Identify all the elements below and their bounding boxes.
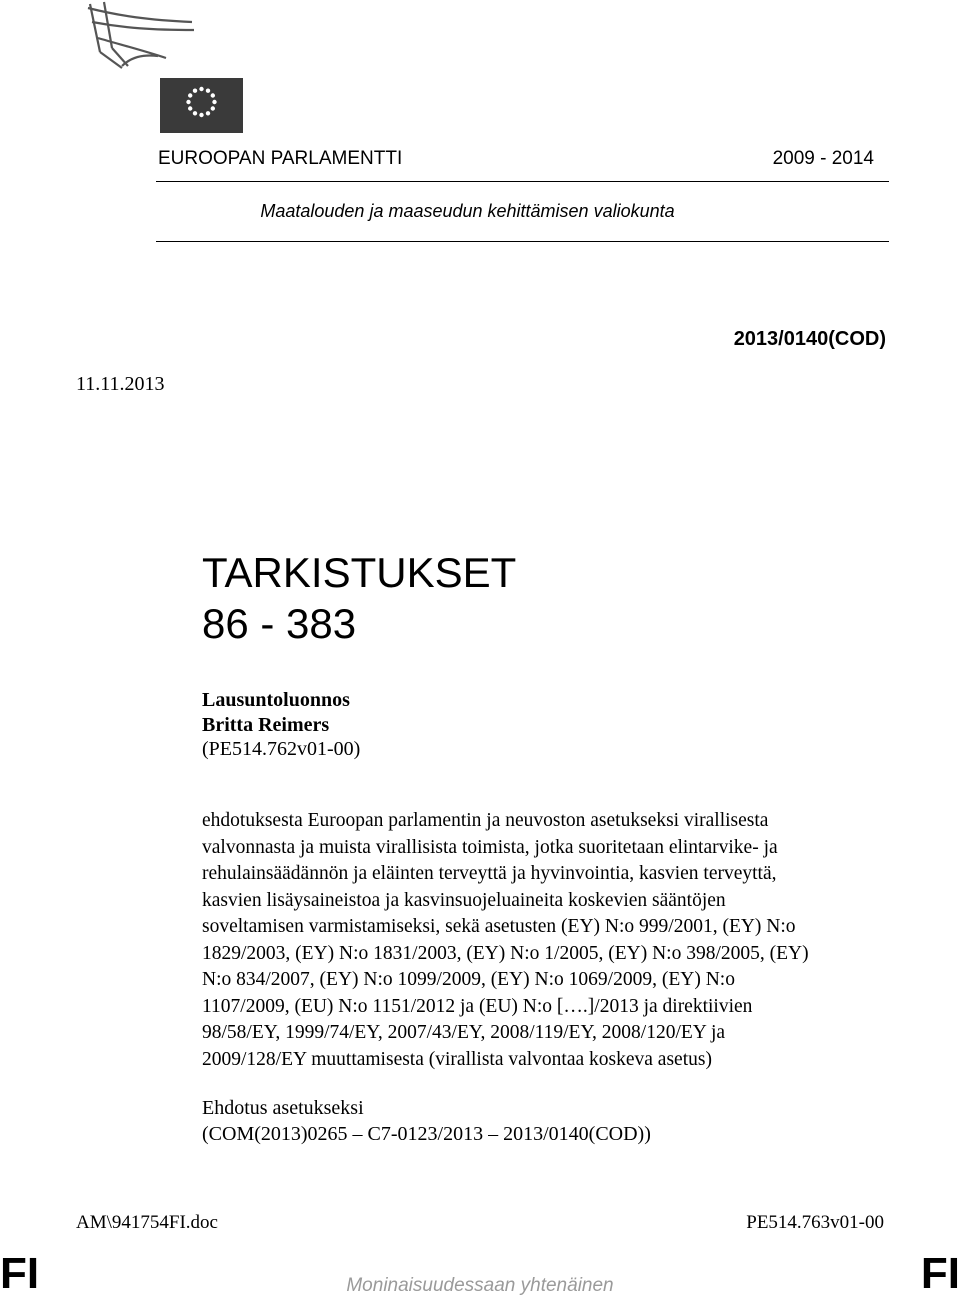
hemicycle-lines-icon: [88, 2, 194, 68]
eu-motto: Moninaisuudessaan yhtenäinen: [346, 1275, 614, 1296]
proposal-label: Ehdotus asetukseksi: [202, 1097, 364, 1119]
language-code-right: FI: [920, 1249, 960, 1298]
eu-flag-icon: [160, 78, 243, 133]
proposal-line: kasvien lisäysaineistoa ja kasvinsuojeluaineita koskevien sääntöjen: [202, 889, 726, 911]
document-file-name: AM\941754FI.doc: [76, 1212, 218, 1233]
committee-name: Maatalouden ja maaseudun kehittämisen valiokunta: [260, 201, 675, 221]
proposal-line: rehulainsäädännön ja eläinten terveyttä ja hyvinvointia, kasvien terveyttä,: [202, 863, 777, 884]
proposal-line: 98/58/EY, 1999/74/EY, 2007/43/EY, 2008/119/EY, 2008/120/EY ja: [202, 1022, 726, 1043]
draft-opinion-label: Lausuntoluonnos: [202, 689, 350, 711]
proposal-reference: (COM(2013)0265 – C7-0123/2013 – 2013/0140(COD)): [202, 1123, 651, 1145]
parliamentary-term: 2009 - 2014: [772, 148, 874, 169]
header-divider-bottom: [156, 241, 889, 242]
header-divider-top: [156, 181, 889, 182]
proposal-line: 2009/128/EY muuttamisesta (virallista valvontaa koskeva asetus): [202, 1048, 712, 1070]
language-code-left: FI: [0, 1249, 40, 1298]
proposal-line: soveltamisen varmistamiseksi, sekä asetusten (EY) N:o 999/2001, (EY) N:o: [202, 916, 796, 937]
proposal-line: 1107/2009, (EU) N:o 1151/2012 ja (EU) N:o [….]/2013 ja direktiivien: [202, 995, 753, 1017]
amendment-range: 86 - 383: [202, 600, 357, 647]
draft-reference: (PE514.762v01-00): [202, 738, 361, 760]
document-title: TARKISTUKSET: [202, 549, 517, 596]
proposal-line: valvonnasta ja muista virallisista toimista, jotka suoritetaan elintarvike- ja: [202, 836, 778, 858]
proposal-line: 1829/2003, (EY) N:o 1831/2003, (EY) N:o 1/2005, (EY) N:o 398/2005, (EY): [202, 942, 809, 964]
proposal-line: ehdotuksesta Euroopan parlamentin ja neuvoston asetukseksi virallisesta: [202, 810, 769, 831]
document-date: 11.11.2013: [76, 373, 165, 395]
rapporteur-name: Britta Reimers: [202, 714, 330, 736]
proposal-line: N:o 834/2007, (EY) N:o 1099/2009, (EY) N:o 1069/2009, (EY) N:o: [202, 969, 735, 990]
parliament-name: EUROOPAN PARLAMENTTI: [158, 148, 403, 169]
document-pe-number: PE514.763v01-00: [746, 1212, 884, 1233]
procedure-number: 2013/0140(COD): [733, 328, 886, 350]
european-parliament-logo: [82, 0, 252, 140]
proposal-description: [202, 808, 892, 1073]
